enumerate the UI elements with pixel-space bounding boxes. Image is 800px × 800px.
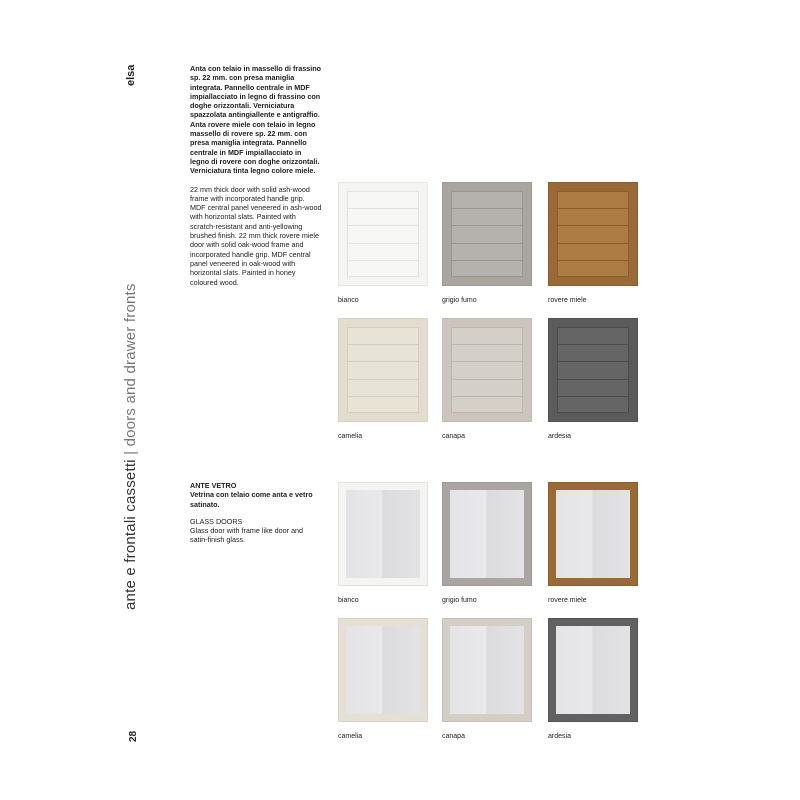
door-image bbox=[338, 318, 428, 422]
glass-description bbox=[190, 481, 322, 554]
swatch-label: camelia bbox=[338, 433, 363, 440]
swatch-label: bianco bbox=[338, 597, 359, 604]
glass-door-image bbox=[338, 482, 428, 586]
swatch-label: camelia bbox=[338, 733, 363, 740]
swatch-label: canapa bbox=[442, 733, 465, 740]
slatted-panel bbox=[557, 327, 629, 413]
panel-slat-line bbox=[557, 260, 629, 261]
door-swatch bbox=[548, 318, 638, 440]
satin-glass-panel bbox=[346, 490, 420, 578]
door-image bbox=[338, 182, 428, 286]
glass-text-en-block bbox=[190, 517, 322, 545]
glass-door-swatch bbox=[548, 618, 638, 740]
satin-glass-panel bbox=[450, 490, 524, 578]
doors-text-en: 22 mm thick door with solid ash-wood frame with incorporated handle grip. MDF central panel veneered in ash-wood with horizontal slats. Painted with scratch-resistant and anti-yellowing brushed finish. 22 mm thick rovere miele door with solid oak-wood frame and incorporated handle grip. MDF central panel veneered in oak-wood with horizontal slats. Painted in honey coloured wood. bbox=[190, 184, 322, 287]
section-title-en: doors and drawer fronts bbox=[122, 283, 139, 447]
swatch-label: rovere miele bbox=[548, 597, 587, 604]
glass-door-swatch bbox=[338, 618, 428, 740]
panel-slat-line bbox=[451, 344, 523, 345]
door-image bbox=[442, 182, 532, 286]
swatch-label: canapa bbox=[442, 433, 465, 440]
panel-slat-line bbox=[557, 379, 629, 380]
panel-slat-line bbox=[557, 225, 629, 226]
glass-door-swatch bbox=[442, 618, 532, 740]
door-swatch bbox=[338, 182, 428, 304]
door-image bbox=[442, 318, 532, 422]
panel-slat-line bbox=[451, 208, 523, 209]
door-image bbox=[548, 182, 638, 286]
swatch-label: bianco bbox=[338, 297, 359, 304]
glass-door-image bbox=[548, 482, 638, 586]
swatch-label: ardesia bbox=[548, 433, 571, 440]
panel-slat-line bbox=[451, 225, 523, 226]
doors-description bbox=[190, 64, 322, 296]
panel-slat-line bbox=[451, 243, 523, 244]
slatted-panel bbox=[451, 191, 523, 277]
glass-door-image bbox=[548, 618, 638, 722]
panel-slat-line bbox=[451, 396, 523, 397]
door-swatch bbox=[338, 318, 428, 440]
panel-slat-line bbox=[347, 243, 419, 244]
panel-slat-line bbox=[347, 208, 419, 209]
panel-slat-line bbox=[557, 344, 629, 345]
panel-slat-line bbox=[451, 379, 523, 380]
swatch-label: ardesia bbox=[548, 733, 571, 740]
glass-door-image bbox=[442, 482, 532, 586]
page-number: 28 bbox=[128, 730, 139, 742]
swatch-label: rovere miele bbox=[548, 297, 587, 304]
glass-door-image bbox=[442, 618, 532, 722]
brand-name: elsa bbox=[125, 64, 137, 86]
glass-heading-it: ANTE VETRO bbox=[190, 481, 237, 490]
glass-text-en: Glass door with frame like door and satin-finish glass. bbox=[190, 526, 304, 545]
swatch-label: grigio fumo bbox=[442, 297, 477, 304]
glass-door-image bbox=[338, 618, 428, 722]
glass-door-swatch bbox=[442, 482, 532, 604]
glass-text-it-block bbox=[190, 481, 322, 509]
panel-slat-line bbox=[451, 361, 523, 362]
panel-slat-line bbox=[347, 344, 419, 345]
panel-slat-line bbox=[557, 361, 629, 362]
slatted-panel bbox=[347, 191, 419, 277]
slatted-panel bbox=[451, 327, 523, 413]
panel-slat-line bbox=[451, 260, 523, 261]
slatted-panel bbox=[557, 191, 629, 277]
satin-glass-panel bbox=[556, 490, 630, 578]
swatch-label: grigio fumo bbox=[442, 597, 477, 604]
panel-slat-line bbox=[557, 396, 629, 397]
door-swatch bbox=[442, 182, 532, 304]
glass-door-swatch bbox=[548, 482, 638, 604]
section-title-it: ante e frontali cassetti bbox=[122, 459, 139, 610]
satin-glass-panel bbox=[556, 626, 630, 714]
panel-slat-line bbox=[347, 225, 419, 226]
satin-glass-panel bbox=[346, 626, 420, 714]
panel-slat-line bbox=[347, 396, 419, 397]
satin-glass-panel bbox=[450, 626, 524, 714]
panel-slat-line bbox=[347, 361, 419, 362]
door-swatch bbox=[442, 318, 532, 440]
panel-slat-line bbox=[347, 260, 419, 261]
glass-door-swatch bbox=[338, 482, 428, 604]
panel-slat-line bbox=[557, 243, 629, 244]
glass-text-it: Vetrina con telaio come anta e vetro satinato. bbox=[190, 490, 313, 509]
door-image bbox=[548, 318, 638, 422]
section-title bbox=[122, 283, 139, 610]
panel-slat-line bbox=[347, 379, 419, 380]
glass-heading-en: GLASS DOORS bbox=[190, 516, 243, 526]
slatted-panel bbox=[347, 327, 419, 413]
door-swatch bbox=[548, 182, 638, 304]
panel-slat-line bbox=[557, 208, 629, 209]
doors-text-it: Anta con telaio in massello di frassino sp. 22 mm. con presa maniglia integrata. Pannello centrale in MDF impiallacciato in legno di frassino con doghe orizzontali. Verniciatura spazzolata antingiallente e antigraffio. Anta rovere miele con telaio in legno massello di rovere sp. 22 mm. con presa maniglia integrata. Pannello centrale in MDF impiallacciato in legno di rovere con doghe orizzontali. Verniciatura tinta legno colore miele. bbox=[190, 64, 322, 176]
section-divider: | bbox=[122, 450, 139, 455]
